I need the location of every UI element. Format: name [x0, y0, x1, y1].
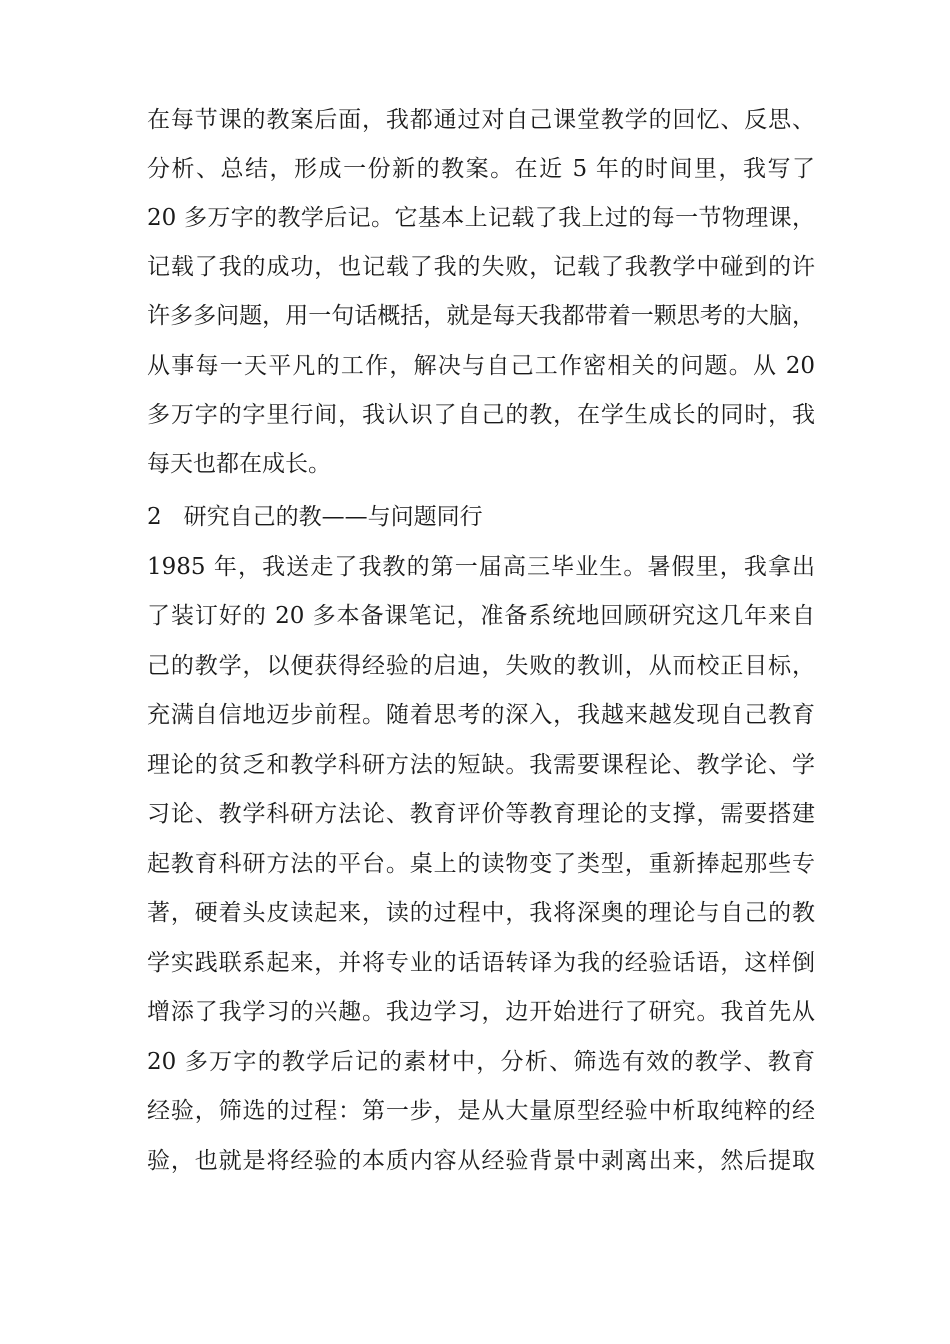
text-line: 学实践联系起来，并将专业的话语转译为我的经验话语，这样倒 [147, 950, 815, 976]
text-line: 从事每一天平凡的工作，解决与自己工作密相关的问题。从 20 [147, 353, 815, 379]
text-line: 分析、总结，形成一份新的教案。在近 5 年的时间里，我写了 [147, 156, 815, 182]
text-line: 1985 年，我送走了我教的第一届高三毕业生。暑假里，我拿出 [147, 554, 815, 580]
text-line: 了装订好的 20 多本备课笔记，准备系统地回顾研究这几年来自 [147, 603, 815, 629]
text-line: 充满自信地迈步前程。随着思考的深入，我越来越发现自己教育 [147, 702, 815, 728]
text-line: 20 多万字的教学后记。它基本上记载了我上过的每一节物理课， [147, 205, 815, 231]
text-line: 理论的贫乏和教学科研方法的短缺。我需要课程论、教学论、学 [147, 752, 815, 778]
text-line: 起教育科研方法的平台。桌上的读物变了类型，重新捧起那些专 [147, 851, 815, 877]
text-line: 多万字的字里行间，我认识了自己的教，在学生成长的同时，我 [147, 402, 815, 428]
text-line: 记载了我的成功，也记载了我的失败，记载了我教学中碰到的许 [147, 254, 815, 280]
text-line: 每天也都在成长。 [147, 451, 331, 477]
text-line: 己的教学，以便获得经验的启迪，失败的教训，从而校正目标， [147, 653, 815, 679]
text-line: 许多多问题，用一句话概括，就是每天我都带着一颗思考的大脑， [147, 303, 815, 329]
text-line: 在每节课的教案后面，我都通过对自己课堂教学的回忆、反思、 [147, 107, 815, 133]
section-heading: 2 研究自己的教——与问题同行 [147, 504, 483, 530]
text-line: 验，也就是将经验的本质内容从经验背景中剥离出来，然后提取 [147, 1148, 815, 1174]
text-line: 著，硬着头皮读起来，读的过程中，我将深奥的理论与自己的教 [147, 900, 815, 926]
text-line: 增添了我学习的兴趣。我边学习，边开始进行了研究。我首先从 [147, 999, 815, 1025]
text-line: 习论、教学科研方法论、教育评价等教育理论的支撑，需要搭建 [147, 801, 815, 827]
text-line: 经验，筛选的过程：第一步，是从大量原型经验中析取纯粹的经 [147, 1098, 815, 1124]
text-line: 20 多万字的教学后记的素材中，分析、筛选有效的教学、教育 [147, 1049, 815, 1075]
